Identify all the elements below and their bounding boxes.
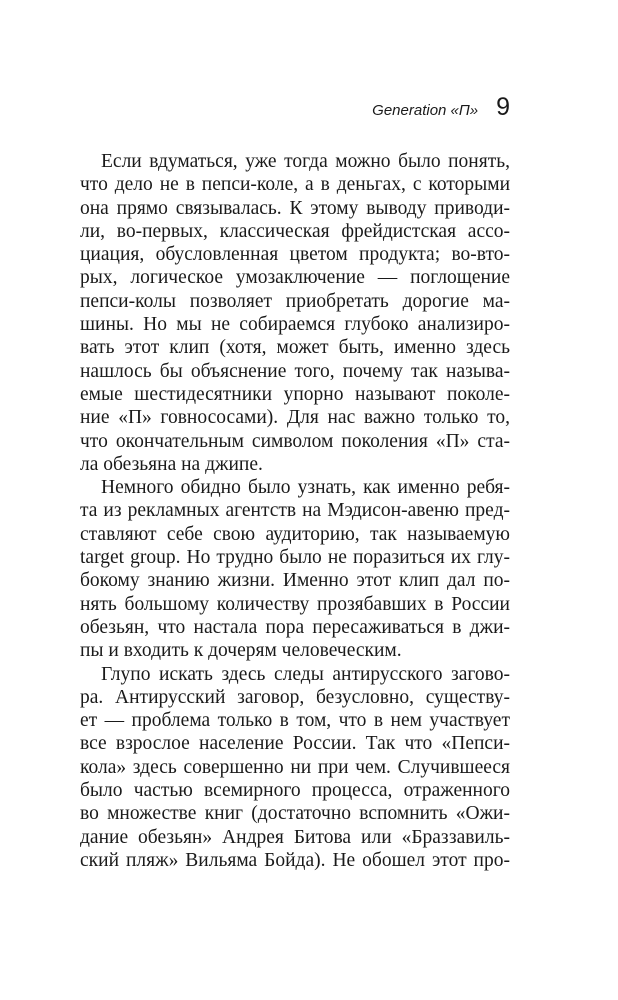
text-line: Немного обидно было узнать, как именно ребя- [101,477,510,499]
paragraph-2 [80,476,510,662]
text-line: ский пляж» Вильяма Бойда). Не обошел этот про- [80,849,510,871]
text-line: ра. Антирусский заговор, безусловно, существу- [80,686,510,708]
text-line: она прямо связывалась. К этому выводу приводи- [80,197,510,219]
running-title: Generation «П» [372,102,479,119]
paragraph-3 [80,663,510,873]
text-line: все взрослое население России. Так что «Пепси- [80,733,510,755]
text-line: ставляют себе свою аудиторию, так называемую [80,523,510,545]
text-line: шины. Но мы не собираемся глубоко анализиро- [80,314,510,336]
text-line: емые шестидесятники упорно называют поколе- [80,383,510,405]
text-line: ние «П» говнососами). Для нас важно только то, [80,407,510,429]
text-line: target group. Но трудно было не поразиться их глу- [80,547,510,569]
text-line: ла обезьяна на джипе. [80,453,263,475]
text-line: кола» здесь совершенно ни при чем. Случившееся [80,756,510,778]
text-line: пепси-колы позволяет приобретать дорогие ма- [80,290,510,312]
text-line: пы и входить к дочерям человеческим. [80,640,402,662]
text-line: та из рекламных агентств на Мэдисон-авеню пред- [80,500,510,522]
text-line: что дело не в пепси-коле, а в деньгах, с которыми [80,174,510,196]
text-line: во множестве книг (достаточно вспомнить «Ожи- [80,803,510,825]
text-line: было частью всемирного процесса, отраженного [80,780,510,802]
paragraph-1 [80,150,510,476]
text-line: Если вдуматься, уже тогда можно было понять, [101,151,510,172]
text-line: ли, во-первых, классическая фрейдистская ассо- [80,220,510,242]
running-head [372,93,510,122]
text-line: циация, обусловленная цветом продукта; во-вто- [80,244,510,266]
text-line: дание обезьян» Андрея Битова или «Браззавиль- [80,826,510,848]
text-line: вать этот клип (хотя, может быть, именно здесь [80,337,510,359]
text-line: нашлось бы объяснение того, почему так называ- [80,360,510,382]
page-number: 9 [496,93,510,121]
text-line: Глупо искать здесь следы антирусского загово- [101,663,510,685]
text-line: ет — проблема только в том, что в нем участвует [80,710,510,732]
text-line: рых, логическое умозаключение — поглощение [80,267,510,289]
text-line: что окончательным символом поколения «П» ста- [80,430,510,452]
text-line: нять большому количеству прозябавших в России [80,593,510,615]
text-line: бокому знанию жизни. Именно этот клип дал по- [80,570,510,592]
text-line: обезьян, что настала пора пересаживаться в джи- [80,616,510,638]
body-text [80,150,510,872]
